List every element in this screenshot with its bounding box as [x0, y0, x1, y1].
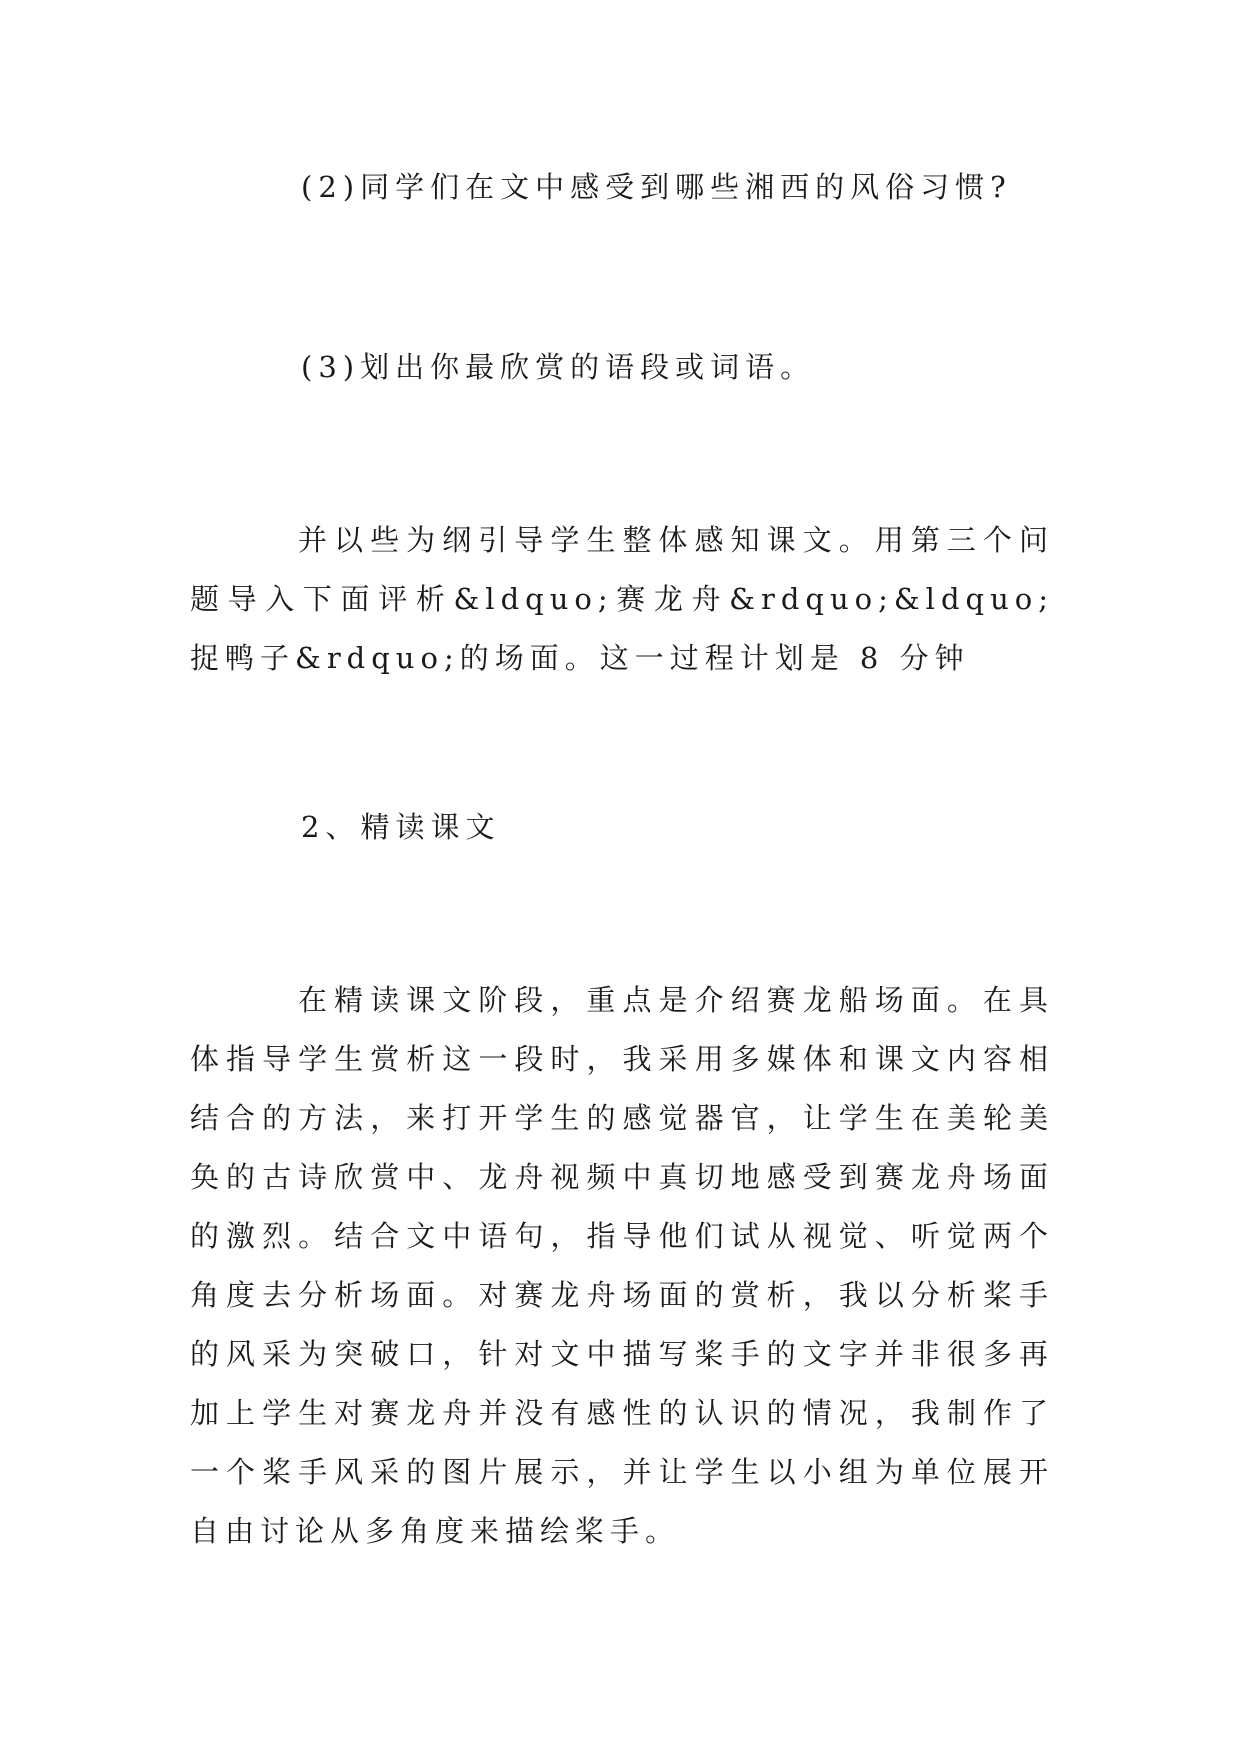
question-3: (3)划出你最欣赏的语段或词语。	[301, 350, 816, 384]
paragraph-overview: 并以些为纲引导学生整体感知课文。用第三个问题导入下面评析&ldquo;赛龙舟&rdquo;&ldquo;捉鸭子&rdquo;的场面。这一过程计划是 8 分钟	[190, 523, 1054, 675]
paragraph-close-reading: 在精读课文阶段，重点是介绍赛龙船场面。在具体指导学生赏析这一段时，我采用多媒体和课文内容相结合的方法，来打开学生的感觉器官，让学生在美轮美奂的古诗欣赏中、龙舟视频中真切地感受到赛龙舟场面的激烈。结合文中语句，指导他们试从视觉、听觉两个角度去分析场面。对赛龙舟场面的赏析，我以分析桨手的风采为突破口，针对文中描写桨手的文字并非很多再加上学生对赛龙舟并没有感性的认识的情况，我制作了一个桨手风采的图片展示，并让学生以小组为单位展开自由讨论从多角度来描绘桨手。	[190, 983, 1054, 1548]
section-heading-close-reading: 2、精读课文	[301, 810, 501, 844]
question-2: (2)同学们在文中感受到哪些湘西的风俗习惯?	[301, 170, 1012, 204]
